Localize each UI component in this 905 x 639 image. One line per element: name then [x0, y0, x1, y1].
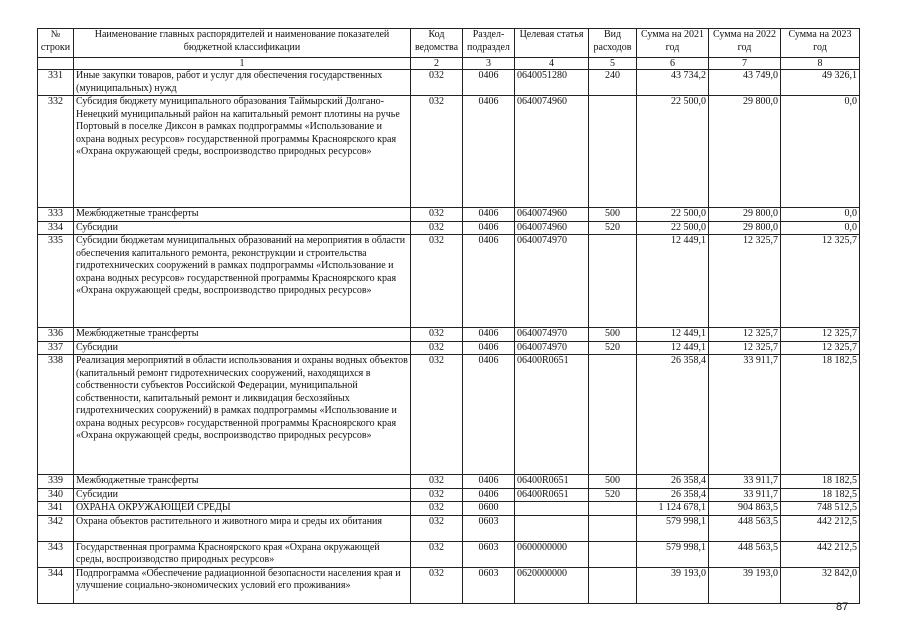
row-name: ОХРАНА ОКРУЖАЮЩЕЙ СРЕДЫ — [74, 502, 411, 516]
row-stat — [515, 515, 589, 541]
row-vid: 500 — [589, 208, 637, 222]
row-ved: 032 — [411, 488, 463, 502]
row-name: Субсидии — [74, 488, 411, 502]
row-vid — [589, 502, 637, 516]
row-ved: 032 — [411, 567, 463, 603]
row-number: 335 — [38, 235, 74, 328]
row-stat: 0620000000 — [515, 567, 589, 603]
row-razdel: 0603 — [463, 515, 515, 541]
row-name: Межбюджетные трансферты — [74, 475, 411, 489]
row-stat: 0640074970 — [515, 341, 589, 355]
row-sum-2022: 43 749,0 — [709, 70, 781, 96]
row-sum-2022: 12 325,7 — [709, 328, 781, 342]
row-ved: 032 — [411, 208, 463, 222]
row-vid: 520 — [589, 341, 637, 355]
row-name: Субсидии бюджетам муниципальных образований на мероприятия в области обеспечения капитального ремонта, реконструкции и строительства гидротехнических сооружений в рамках подпрограммы «Использование и охрана водных ресурсов» государственной программы Красноярского края «Охрана окружающей среды, воспроизводство природных ресурсов» — [74, 235, 411, 328]
column-number: 8 — [781, 58, 860, 70]
row-stat: 06400R0651 — [515, 475, 589, 489]
row-sum-2021: 22 500,0 — [637, 221, 709, 235]
row-name: Государственная программа Красноярского края «Охрана окружающей среды, воспроизводство природных ресурсов» — [74, 541, 411, 567]
table-body — [38, 70, 860, 604]
column-number: 3 — [463, 58, 515, 70]
table-row — [38, 235, 860, 328]
column-number: 4 — [515, 58, 589, 70]
row-stat — [515, 502, 589, 516]
row-name: Субсидии — [74, 341, 411, 355]
row-razdel: 0406 — [463, 341, 515, 355]
row-name: Подпрограмма «Обеспечение радиационной безопасности населения края и улучшение социально-экономических условий его проживания» — [74, 567, 411, 603]
column-number: 1 — [74, 58, 411, 70]
row-sum-2023: 12 325,7 — [781, 235, 860, 328]
row-name: Субсидия бюджету муниципального образования Таймырский Долгано-Ненецкий муниципальный район на капитальный ремонт плотины на ручье Портовый в поселке Диксон в рамках подпрограммы «Использование и охрана водных ресурсов» государственной программы Красноярского края «Охрана окружающей среды, воспроизводство природных ресурсов» — [74, 96, 411, 208]
row-razdel: 0603 — [463, 541, 515, 567]
row-ved: 032 — [411, 355, 463, 475]
column-numbers-row — [38, 58, 860, 70]
row-stat: 0640074970 — [515, 235, 589, 328]
row-razdel: 0406 — [463, 475, 515, 489]
row-number: 344 — [38, 567, 74, 603]
row-stat: 0600000000 — [515, 541, 589, 567]
row-vid — [589, 515, 637, 541]
row-ved: 032 — [411, 541, 463, 567]
row-sum-2022: 33 911,7 — [709, 475, 781, 489]
table-row — [38, 488, 860, 502]
row-number: 339 — [38, 475, 74, 489]
row-number: 333 — [38, 208, 74, 222]
row-sum-2022: 33 911,7 — [709, 355, 781, 475]
row-sum-2023: 748 512,5 — [781, 502, 860, 516]
row-vid: 520 — [589, 488, 637, 502]
table-row — [38, 208, 860, 222]
row-sum-2021: 26 358,4 — [637, 488, 709, 502]
row-razdel: 0406 — [463, 328, 515, 342]
row-sum-2021: 39 193,0 — [637, 567, 709, 603]
header-stat: Целевая статья — [515, 29, 589, 58]
column-number: 2 — [411, 58, 463, 70]
row-ved: 032 — [411, 341, 463, 355]
row-sum-2022: 448 563,5 — [709, 515, 781, 541]
table-row — [38, 96, 860, 208]
row-ved: 032 — [411, 96, 463, 208]
row-ved: 032 — [411, 515, 463, 541]
row-number: 338 — [38, 355, 74, 475]
row-name: Межбюджетные трансферты — [74, 328, 411, 342]
row-ved: 032 — [411, 235, 463, 328]
header-name: Наименование главных распорядителей и наименование показателей бюджетной классификации — [74, 29, 411, 58]
table-row — [38, 567, 860, 603]
header-sum-2022: Сумма на 2022 год — [709, 29, 781, 58]
row-sum-2023: 0,0 — [781, 221, 860, 235]
row-sum-2023: 49 326,1 — [781, 70, 860, 96]
column-number-blank — [38, 58, 74, 70]
row-ved: 032 — [411, 328, 463, 342]
row-stat: 0640074960 — [515, 221, 589, 235]
row-vid: 500 — [589, 328, 637, 342]
row-sum-2021: 12 449,1 — [637, 341, 709, 355]
row-razdel: 0406 — [463, 488, 515, 502]
row-sum-2021: 579 998,1 — [637, 515, 709, 541]
row-ved: 032 — [411, 70, 463, 96]
row-vid — [589, 541, 637, 567]
table-row — [38, 70, 860, 96]
row-razdel: 0406 — [463, 221, 515, 235]
header-sum-2021: Сумма на 2021 год — [637, 29, 709, 58]
column-number: 6 — [637, 58, 709, 70]
row-razdel: 0406 — [463, 235, 515, 328]
row-vid: 520 — [589, 221, 637, 235]
row-number: 340 — [38, 488, 74, 502]
row-vid: 500 — [589, 475, 637, 489]
row-number: 341 — [38, 502, 74, 516]
row-vid — [589, 96, 637, 208]
row-sum-2021: 12 449,1 — [637, 328, 709, 342]
page-number: 87 — [836, 601, 849, 613]
header-razdel: Раздел-подраздел — [463, 29, 515, 58]
row-stat: 06400R0651 — [515, 488, 589, 502]
row-vid — [589, 567, 637, 603]
row-sum-2023: 32 842,0 — [781, 567, 860, 603]
row-sum-2022: 904 863,5 — [709, 502, 781, 516]
row-ved: 032 — [411, 502, 463, 516]
row-sum-2022: 29 800,0 — [709, 96, 781, 208]
row-ved: 032 — [411, 475, 463, 489]
row-sum-2023: 0,0 — [781, 96, 860, 208]
row-stat: 0640074970 — [515, 328, 589, 342]
row-razdel: 0406 — [463, 208, 515, 222]
header-ved: Код ведомства — [411, 29, 463, 58]
row-name: Реализация мероприятий в области использования и охраны водных объектов (капитальный ремонт гидротехнических сооружений, находящихся в собственности субъектов Российской Федерации, муниципальной собственности, капитальный ремонт и ликвидация бесхозяйных гидротехнических сооружений) в рамках подпрограммы «Использование и охрана водных ресурсов» государственной программы Красноярского края «Охрана окружающей среды, воспроизводство природных ресурсов» — [74, 355, 411, 475]
row-sum-2022: 12 325,7 — [709, 341, 781, 355]
row-sum-2022: 448 563,5 — [709, 541, 781, 567]
row-sum-2023: 18 182,5 — [781, 475, 860, 489]
row-sum-2021: 43 734,2 — [637, 70, 709, 96]
row-name: Субсидии — [74, 221, 411, 235]
row-name: Иные закупки товаров, работ и услуг для обеспечения государственных (муниципальных) нужд — [74, 70, 411, 96]
row-razdel: 0406 — [463, 96, 515, 208]
row-sum-2022: 29 800,0 — [709, 208, 781, 222]
row-number: 336 — [38, 328, 74, 342]
row-sum-2022: 12 325,7 — [709, 235, 781, 328]
row-number: 332 — [38, 96, 74, 208]
row-sum-2021: 26 358,4 — [637, 355, 709, 475]
row-sum-2021: 12 449,1 — [637, 235, 709, 328]
row-razdel: 0406 — [463, 355, 515, 475]
row-sum-2023: 18 182,5 — [781, 488, 860, 502]
row-razdel: 0600 — [463, 502, 515, 516]
header-num: № строки — [38, 29, 74, 58]
row-stat: 0640074960 — [515, 208, 589, 222]
row-stat: 0640074960 — [515, 96, 589, 208]
row-vid: 240 — [589, 70, 637, 96]
row-sum-2022: 39 193,0 — [709, 567, 781, 603]
row-razdel: 0406 — [463, 70, 515, 96]
row-ved: 032 — [411, 221, 463, 235]
row-number: 331 — [38, 70, 74, 96]
table-row — [38, 475, 860, 489]
header-sum-2023: Сумма на 2023 год — [781, 29, 860, 58]
table-row — [38, 541, 860, 567]
row-number: 343 — [38, 541, 74, 567]
row-number: 334 — [38, 221, 74, 235]
row-number: 337 — [38, 341, 74, 355]
row-sum-2022: 33 911,7 — [709, 488, 781, 502]
table-row — [38, 355, 860, 475]
row-sum-2021: 26 358,4 — [637, 475, 709, 489]
row-name: Межбюджетные трансферты — [74, 208, 411, 222]
column-number: 5 — [589, 58, 637, 70]
header-row — [38, 29, 860, 58]
column-number: 7 — [709, 58, 781, 70]
row-sum-2021: 1 124 678,1 — [637, 502, 709, 516]
row-sum-2022: 29 800,0 — [709, 221, 781, 235]
table-row — [38, 502, 860, 516]
row-number: 342 — [38, 515, 74, 541]
row-sum-2021: 22 500,0 — [637, 208, 709, 222]
row-sum-2023: 18 182,5 — [781, 355, 860, 475]
row-vid — [589, 235, 637, 328]
row-stat: 06400R0651 — [515, 355, 589, 475]
row-vid — [589, 355, 637, 475]
row-sum-2021: 22 500,0 — [637, 96, 709, 208]
row-sum-2023: 0,0 — [781, 208, 860, 222]
row-name: Охрана объектов растительного и животного мира и среды их обитания — [74, 515, 411, 541]
row-sum-2023: 12 325,7 — [781, 341, 860, 355]
row-sum-2021: 579 998,1 — [637, 541, 709, 567]
table-row — [38, 341, 860, 355]
row-sum-2023: 12 325,7 — [781, 328, 860, 342]
table-row — [38, 328, 860, 342]
budget-table — [37, 28, 860, 604]
row-razdel: 0603 — [463, 567, 515, 603]
header-vid: Вид расходов — [589, 29, 637, 58]
table-row — [38, 515, 860, 541]
row-sum-2023: 442 212,5 — [781, 541, 860, 567]
row-stat: 0640051280 — [515, 70, 589, 96]
row-sum-2023: 442 212,5 — [781, 515, 860, 541]
table-row — [38, 221, 860, 235]
